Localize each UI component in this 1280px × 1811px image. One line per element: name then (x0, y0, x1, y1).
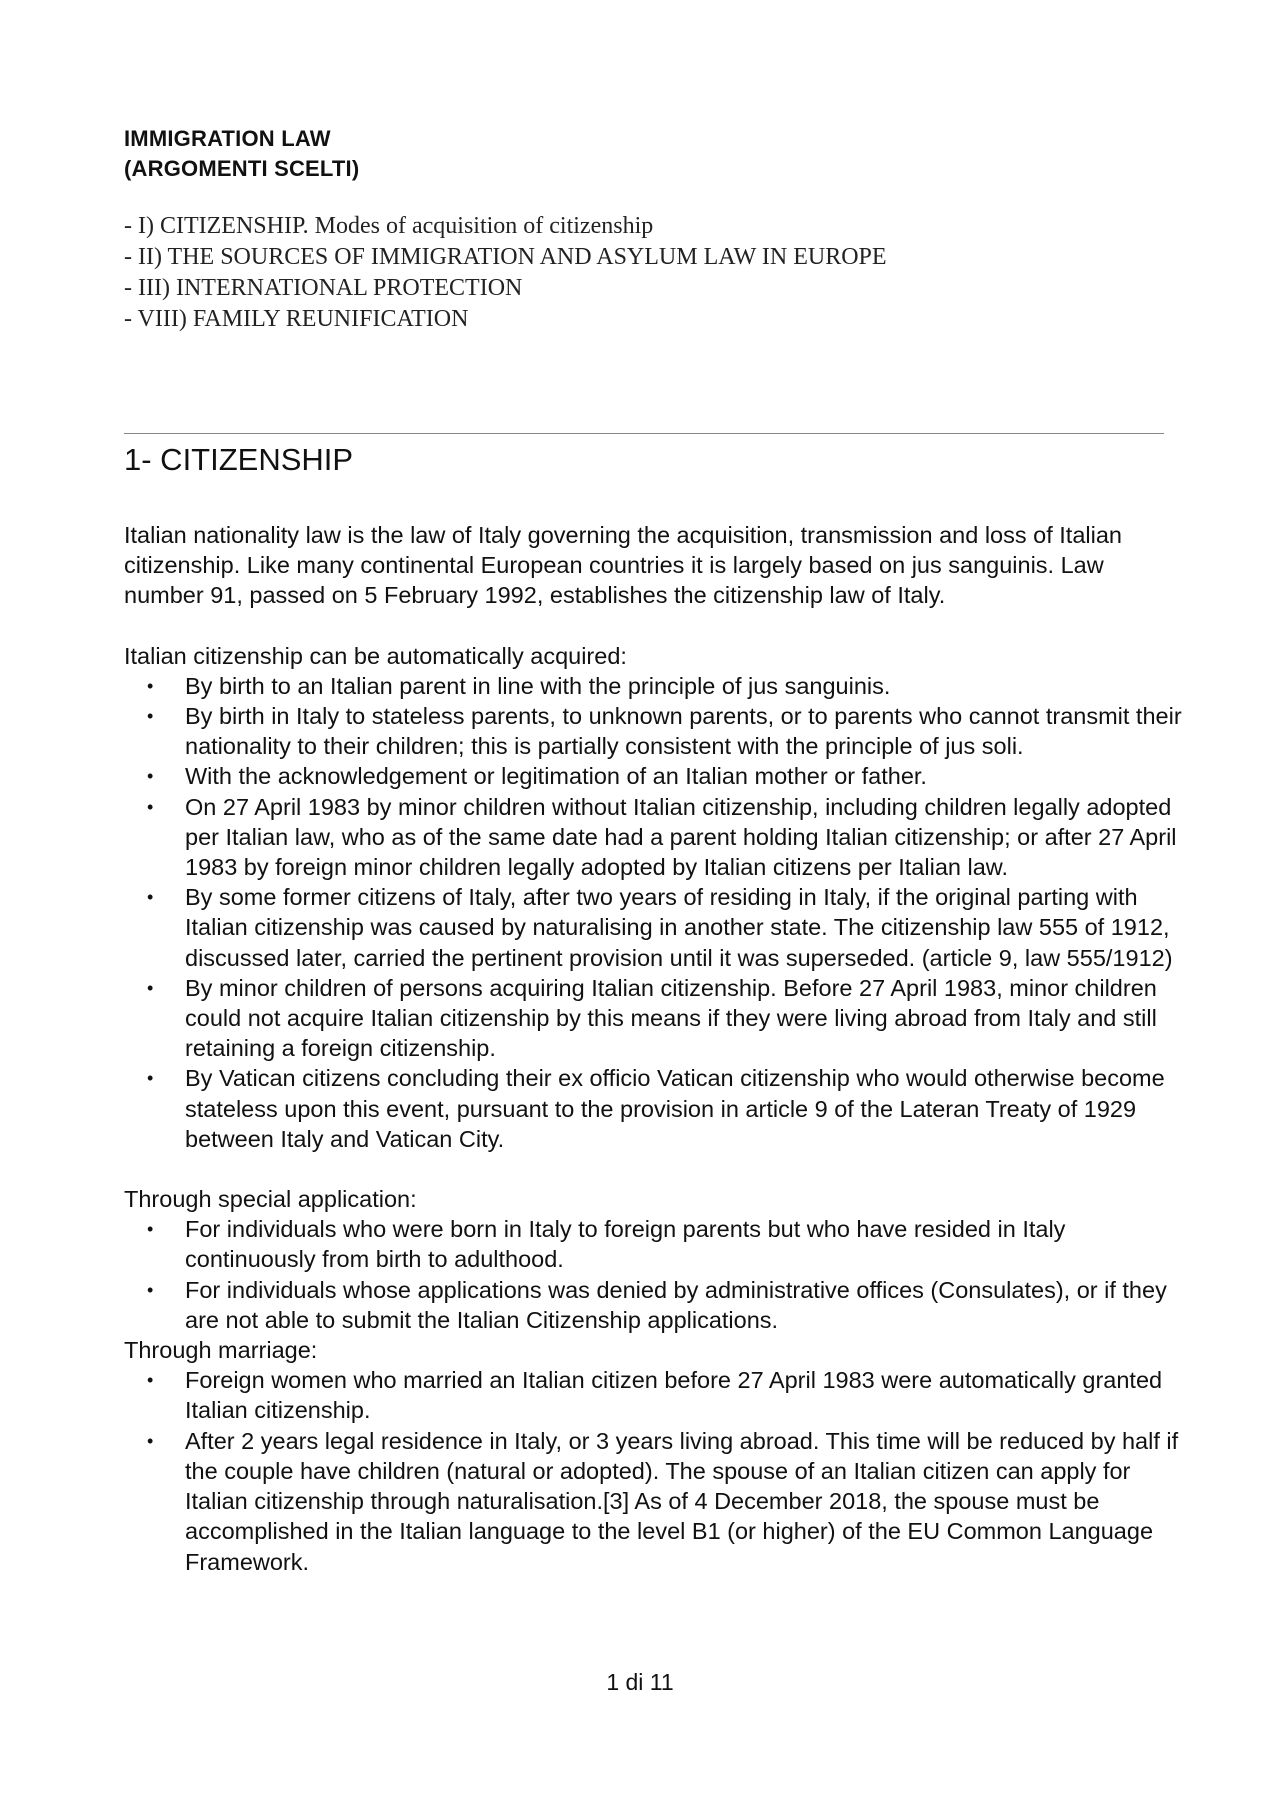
spacer (124, 1154, 1184, 1184)
list-item: • By birth to an Italian parent in line with the principle of jus sanguinis. (185, 671, 1184, 701)
intro-paragraph: Italian nationality law is the law of Italy governing the acquisition, transmission and loss of Italian citizenship. Like many continental European countries it is largely based on jus sanguinis. Law number 91, passed on 5 February 1992, establishes the citizenship law of Italy. (124, 522, 1122, 609)
marriage-list (124, 1365, 1184, 1576)
list-item: • By minor children of persons acquiring Italian citizenship. Before 27 April 1983, minor children could not acquire Italian citizenship by this means if they were living abroad from Italy and still retaining a foreign citizenship. (185, 973, 1184, 1064)
list-item: • By birth in Italy to stateless parents, to unknown parents, or to parents who cannot transmit their nationality to their children; this is partially consistent with the principle of jus soli. (185, 701, 1184, 761)
list-item: • By Vatican citizens concluding their ex officio Vatican citizenship who would otherwise become stateless upon this event, pursuant to the provision in article 9 of the Lateran Treaty of 1929 between Italy and Vatican City. (185, 1063, 1184, 1154)
list-item: • Foreign women who married an Italian citizen before 27 April 1983 were automatically granted Italian citizenship. (185, 1365, 1184, 1425)
automatic-list (124, 671, 1184, 1154)
automatic-lead: Italian citizenship can be automatically acquired: (124, 642, 627, 669)
page-number: 1 di 11 (606, 1669, 674, 1695)
list-item: • For individuals who were born in Italy to foreign parents but who have resided in Italy continuously from birth to adulthood. (185, 1214, 1184, 1274)
section-divider (124, 433, 1164, 434)
list-item: • On 27 April 1983 by minor children without Italian citizenship, including children legally adopted per Italian law, who as of the same date had a parent holding Italian citizenship; or after 27 April 1983 by foreign minor children legally adopted by Italian citizens per Italian law. (185, 792, 1184, 883)
list-item: • By some former citizens of Italy, after two years of residing in Italy, if the original parting with Italian citizenship was caused by naturalising in another state. The citizenship law 555 of 1912, discussed later, carried the pertinent provision until it was superseded. (article 9, law 555/1912) (185, 882, 1184, 973)
special-lead: Through special application: (124, 1186, 417, 1213)
title-line-2: (ARGOMENTI SCELTI) (124, 156, 360, 181)
marriage-lead: Through marriage: (124, 1337, 318, 1364)
topic-item: - VIII) FAMILY REUNIFICATION (124, 306, 469, 332)
topic-item: - I) CITIZENSHIP. Modes of acquisition of citizenship (124, 213, 654, 239)
list-item: • After 2 years legal residence in Italy, or 3 years living abroad. This time will be reduced by half if the couple have children (natural or adopted). The spouse of an Italian citizen can apply for Italian citizenship through naturalisation.[3] As of 4 December 2018, the spouse must be accomplished in the Italian language to the level B1 (or higher) of the EU Common Language Framework. (185, 1426, 1184, 1577)
topic-item: - II) THE SOURCES OF IMMIGRATION AND ASYLUM LAW IN EUROPE (124, 244, 887, 270)
section-heading: 1- CITIZENSHIP (124, 442, 354, 477)
topic-item: - III) INTERNATIONAL PROTECTION (124, 275, 523, 301)
list-item: • For individuals whose applications was denied by administrative offices (Consulates), or if they are not able to submit the Italian Citizenship applications. (185, 1275, 1184, 1335)
document-title (124, 124, 359, 184)
special-list (124, 1214, 1184, 1335)
title-line-1: IMMIGRATION LAW (124, 126, 331, 151)
list-item: • With the acknowledgement or legitimation of an Italian mother or father. (185, 761, 1184, 791)
topics-list (124, 211, 887, 335)
section-body (124, 520, 1184, 1577)
